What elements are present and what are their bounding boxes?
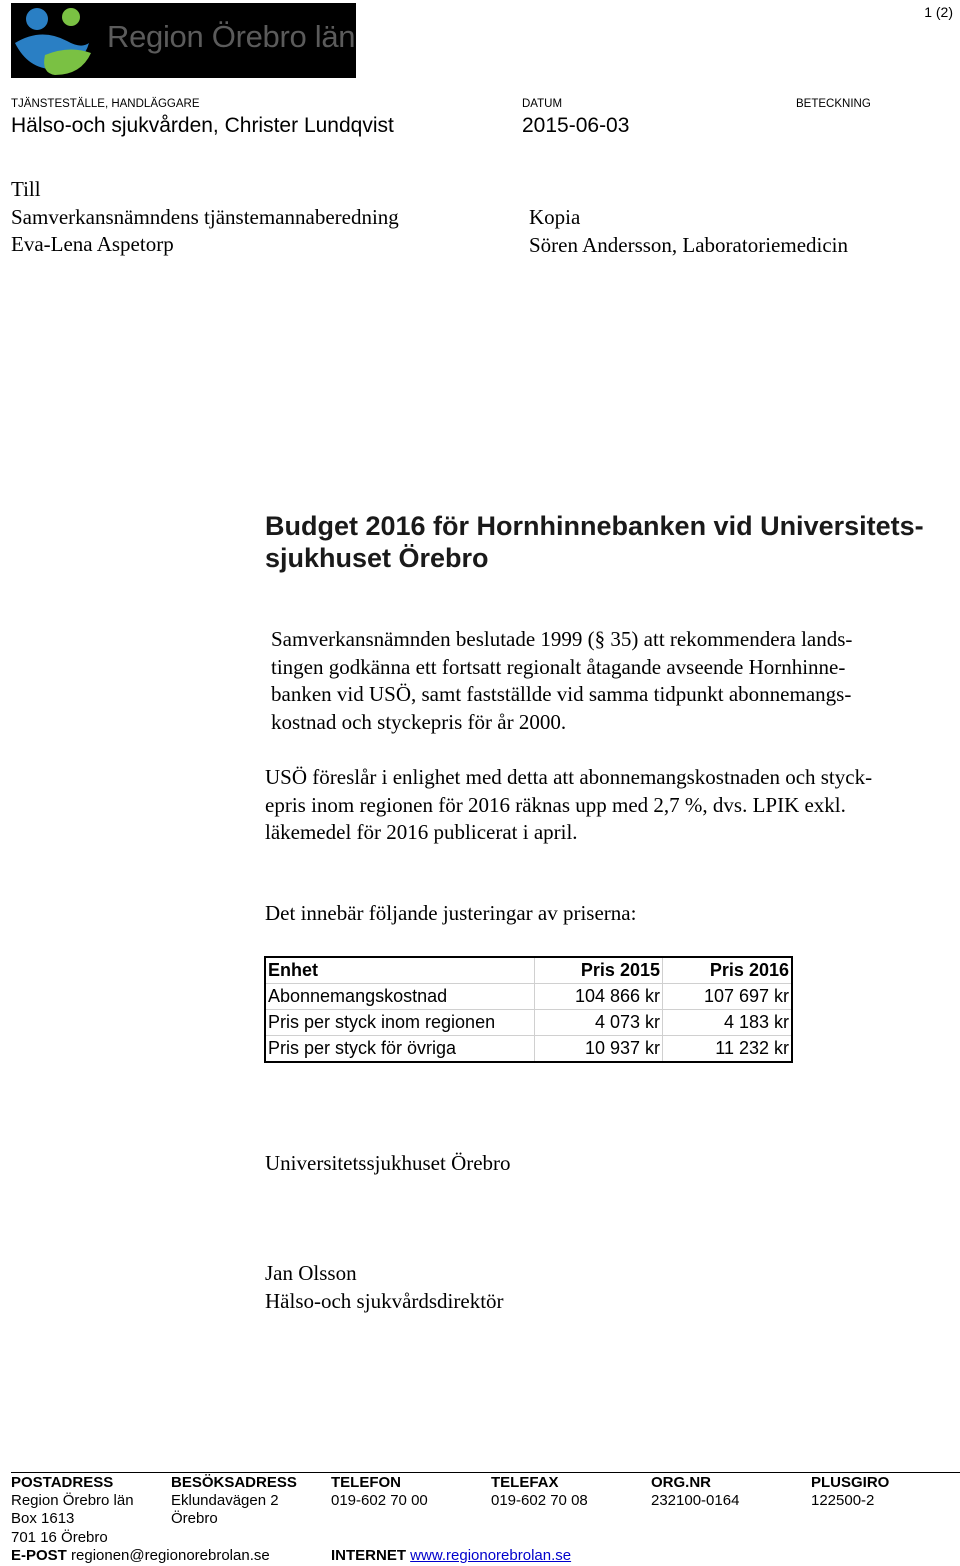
table-row (265, 1036, 792, 1063)
footer-email: E-POST regionen@regionorebrolan.se (11, 1547, 270, 1564)
table-cell: 4 183 kr (663, 1010, 793, 1036)
copy-block (529, 204, 848, 259)
footer-orgnr: ORG.NR 232100-0164 (651, 1474, 740, 1510)
footer-postal: POSTADRESS Region Örebro län Box 1613 701 16 Örebro (11, 1474, 134, 1546)
paragraph-decision: Samverkansnämnden beslutade 1999 (§ 35) att rekommendera lands- tingen godkänna ett fortsatt regionalt åtagande avseende Hornhinne- banken vid USÖ, samt fastställde vid samma tidpunkt abonnemangs- kostnad och styckepris för år 2000. (271, 627, 853, 734)
table-header-row (265, 957, 792, 984)
copy-line: Sören Andersson, Laboratoriemedicin (529, 232, 848, 257)
recipient-block (11, 176, 399, 259)
to-line: Eva-Lena Aspetorp (11, 232, 174, 256)
footer-visit: BESÖKSADRESS Eklundavägen 2 Örebro (171, 1474, 297, 1528)
logo-wordmark: Region Örebro län (107, 19, 356, 54)
footer-phone: TELEFON 019-602 70 00 (331, 1474, 428, 1510)
table-cell: Pris per styck inom regionen (265, 1010, 535, 1036)
table-cell: 107 697 kr (663, 984, 793, 1010)
table-cell: 10 937 kr (535, 1036, 663, 1063)
email-address: regionen@regionorebrolan.se (71, 1547, 270, 1564)
table-cell: Pris per styck för övriga (265, 1036, 535, 1063)
region-logo (11, 3, 356, 78)
table-row (265, 1010, 792, 1036)
paragraph-proposal: USÖ föreslår i enlighet med detta att abonnemangskostnaden och styck- epris inom regionen för 2016 räknas upp med 2,7 %, dvs. LPIK exkl. läkemedel för 2016 publicerat i april. (265, 765, 873, 844)
to-line: Samverkansnämndens tjänstemannaberedning (11, 204, 399, 229)
unit-label: TJÄNSTESTÄLLE, HANDLÄGGARE (11, 98, 200, 110)
to-heading: Till (11, 177, 41, 201)
header-cell: Pris 2016 (663, 957, 793, 984)
date-label: DATUM (522, 98, 563, 110)
website-link[interactable]: www.regionorebrolan.se (410, 1547, 572, 1564)
table-row (265, 984, 792, 1010)
footer-internet: INTERNET www.regionorebrolan.se (331, 1547, 572, 1564)
footer-divider (11, 1472, 960, 1473)
table-cell: Abonnemangskostnad (265, 984, 535, 1010)
signature-block (265, 1260, 504, 1315)
signature-org: Universitetssjukhuset Örebro (265, 1151, 511, 1175)
header-cell: Pris 2015 (535, 957, 663, 984)
table-cell: 104 866 kr (535, 984, 663, 1010)
price-table (264, 956, 793, 1063)
table-cell: 11 232 kr (715, 1038, 789, 1058)
table-cell: 4 073 kr (535, 1010, 663, 1036)
date-value: 2015-06-03 (522, 114, 630, 137)
footer-fax: TELEFAX 019-602 70 08 (491, 1474, 588, 1510)
paragraph-adjustments: Det innebär följande justeringar av priserna: (265, 901, 637, 925)
reference-label: BETECKNING (796, 98, 871, 110)
header-cell: Enhet (265, 957, 535, 984)
copy-heading: Kopia (529, 205, 581, 229)
region-emblem-icon (11, 3, 107, 78)
unit-value: Hälso-och sjukvården, Christer Lundqvist (11, 114, 394, 137)
footer-plusgiro: PLUSGIRO 122500-2 (811, 1474, 890, 1510)
signature-role: Hälso-och sjukvårdsdirektör (265, 1288, 504, 1313)
signature-name: Jan Olsson (265, 1261, 357, 1285)
page-number: 1 (2) (924, 4, 953, 20)
document-title: Budget 2016 för Hornhinnebanken vid Universitets- sjukhuset Örebro (265, 511, 924, 573)
